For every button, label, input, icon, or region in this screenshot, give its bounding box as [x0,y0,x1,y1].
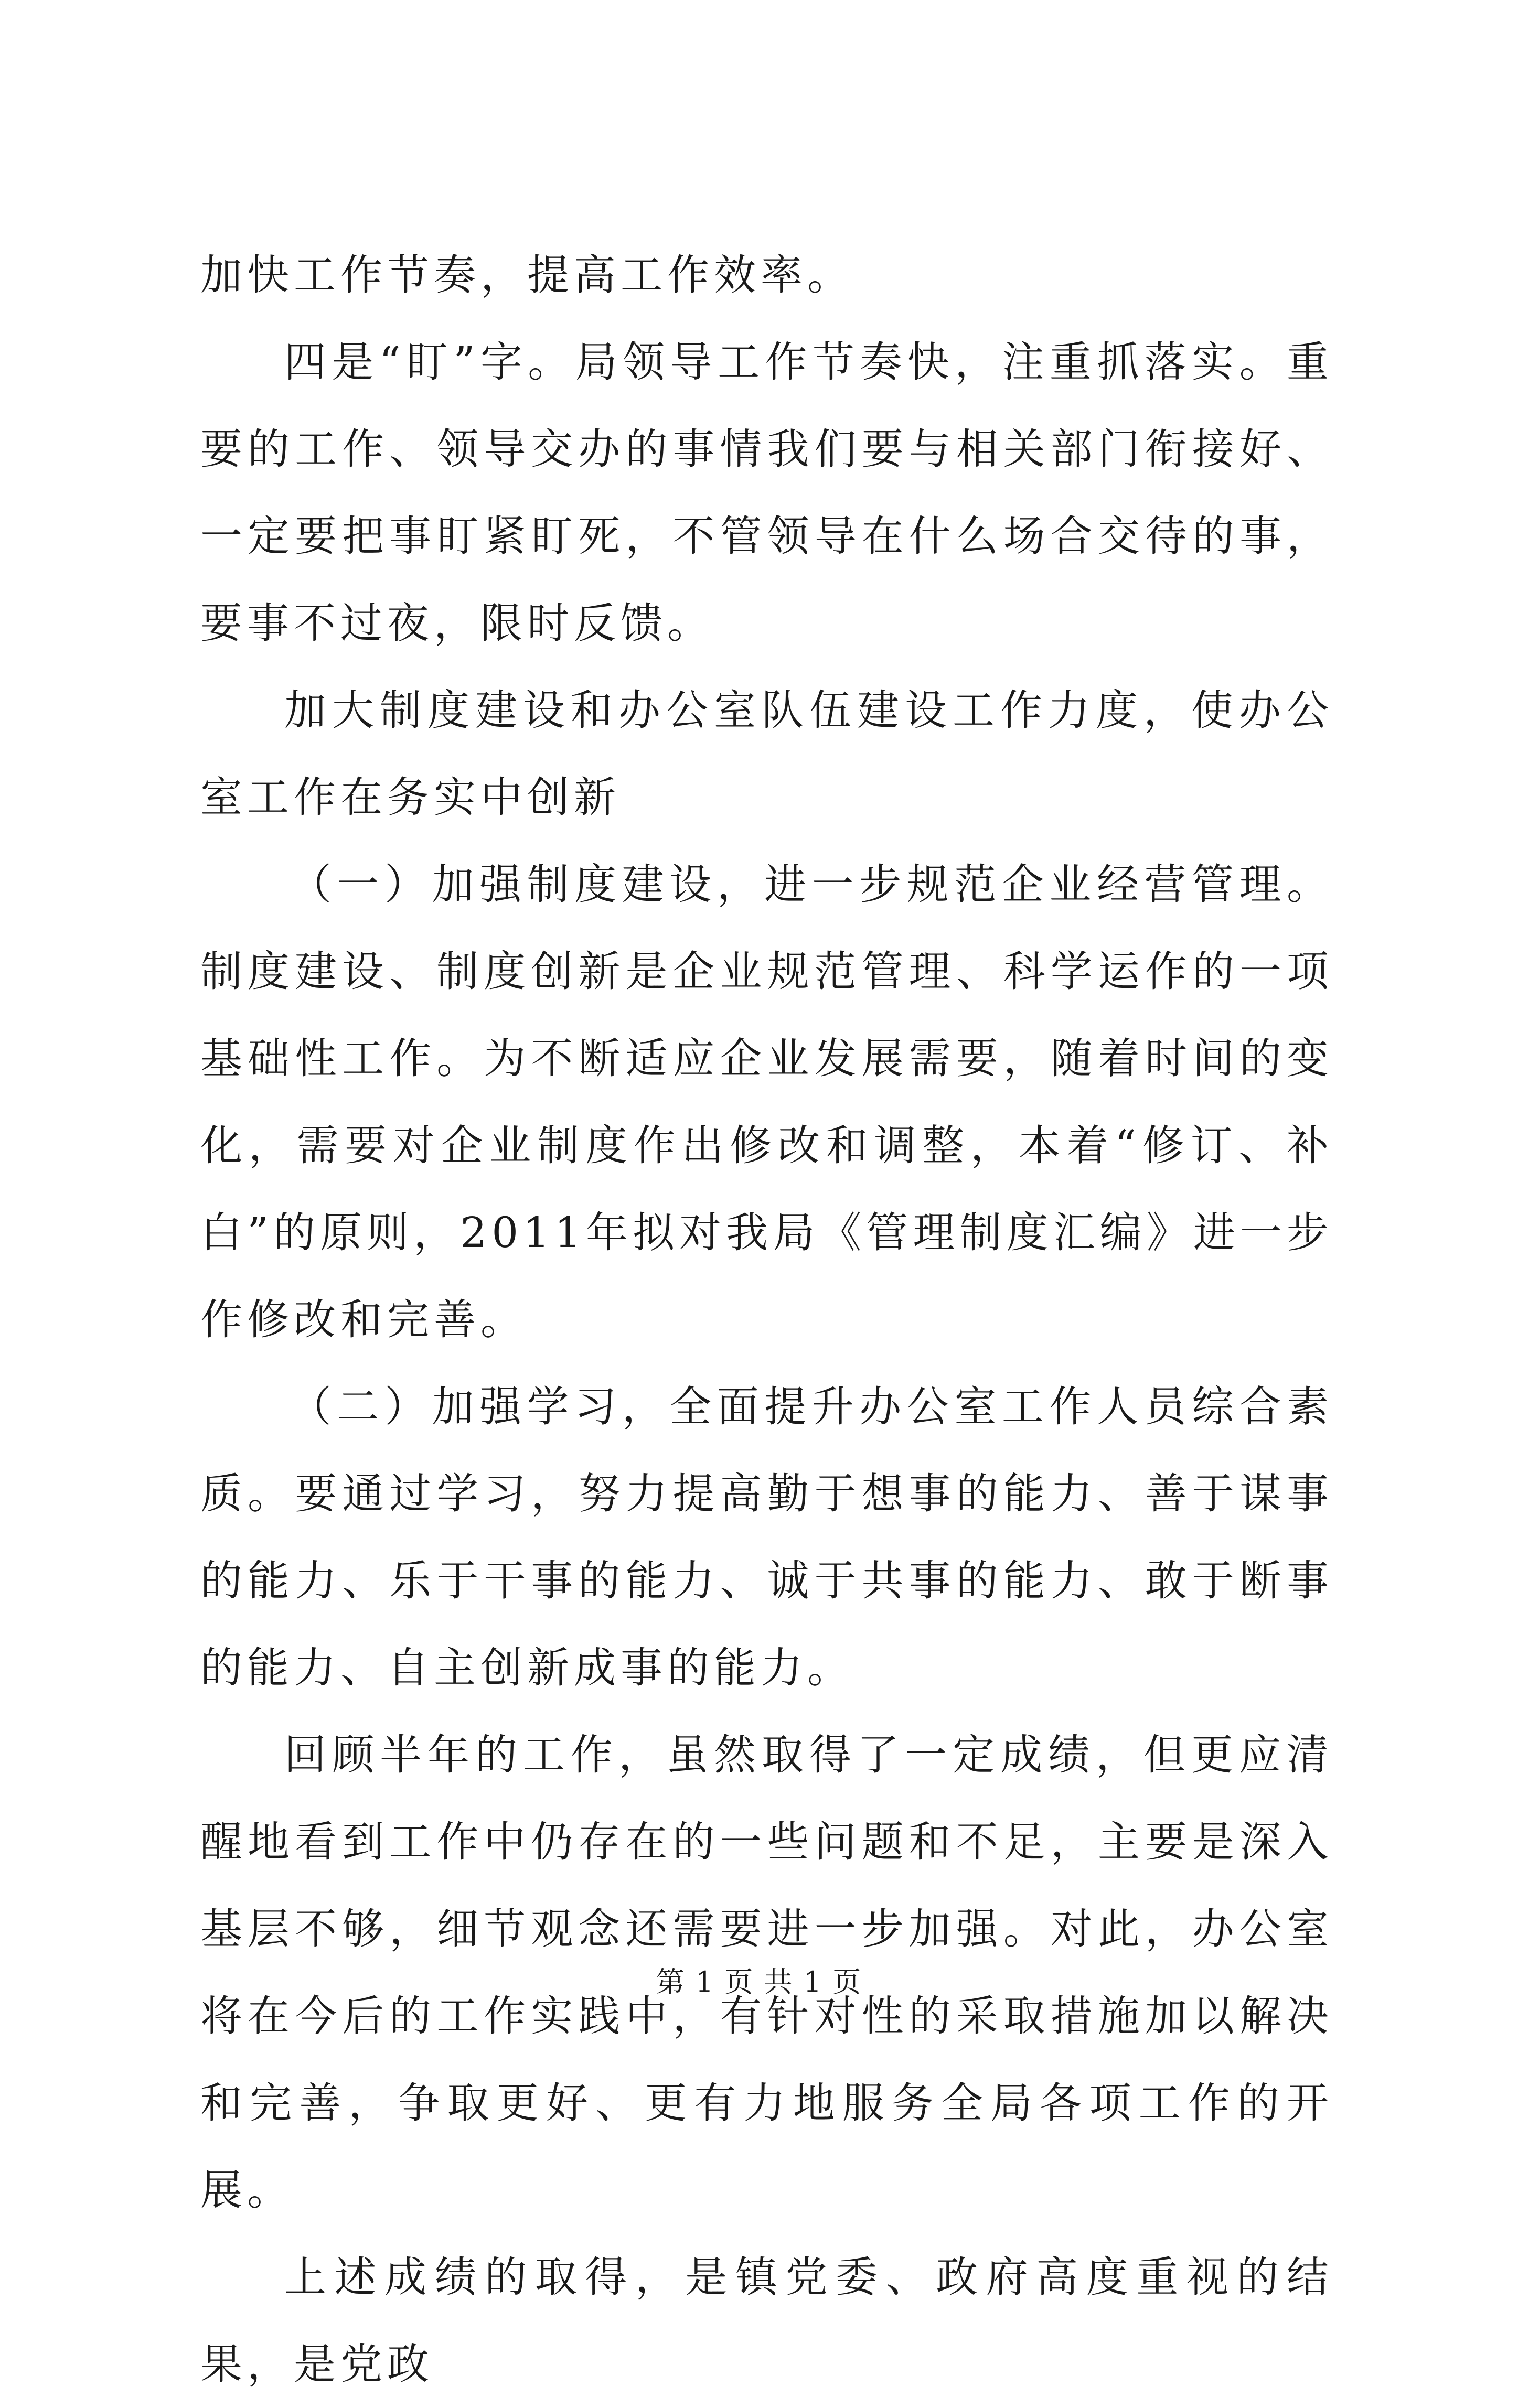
paragraph-review: 回顾半年的工作，虽然取得了一定成绩，但更应清醒地看到工作中仍存在的一些问题和不足，主要是深入基层不够，细节观念还需要进一步加强。对此，办公室将在今后的工作实践中，有针对性的采取措施加以解决和完善，争取更好、更有力地服务全局各项工作的开展。 [200,1730,1333,2214]
paragraph-closing: 上述成绩的取得，是镇党委、政府高度重视的结果，是党政 [200,2253,1333,2389]
section-heading: 加大制度建设和办公室队伍建设工作力度，使办公室工作在务实中创新 [200,686,1333,822]
paragraph-subsection-1: （一）加强制度建设，进一步规范企业经营管理。制度建设、制度创新是企业规范管理、科学运作的一项基础性工作。为不断适应企业发展需要，随着时间的变化，需要对企业制度作出修改和调整，本着“修订、补白”的原则，2011年拟对我局《管理制度汇编》进一步作修改和完善。 [200,860,1333,1344]
page-number-label: 第 1 页 共 1 页 [656,1965,862,1998]
page-footer [0,1964,1518,2001]
paragraph-1: 加快工作节奏，提高工作效率。 [200,251,854,299]
paragraph-subsection-2: （二）加强学习，全面提升办公室工作人员综合素质。要通过学习，努力提高勤于想事的能力、善于谋事的能力、乐于干事的能力、诚于共事的能力、敢于断事的能力、自主创新成事的能力。 [200,1382,1333,1692]
document-body [200,232,1333,2408]
paragraph-2: 四是“盯”字。局领导工作节奏快，注重抓落实。重要的工作、领导交办的事情我们要与相关部门衔接好、一定要把事盯紧盯死，不管领导在什么场合交待的事，要事不过夜，限时反馈。 [200,338,1333,648]
